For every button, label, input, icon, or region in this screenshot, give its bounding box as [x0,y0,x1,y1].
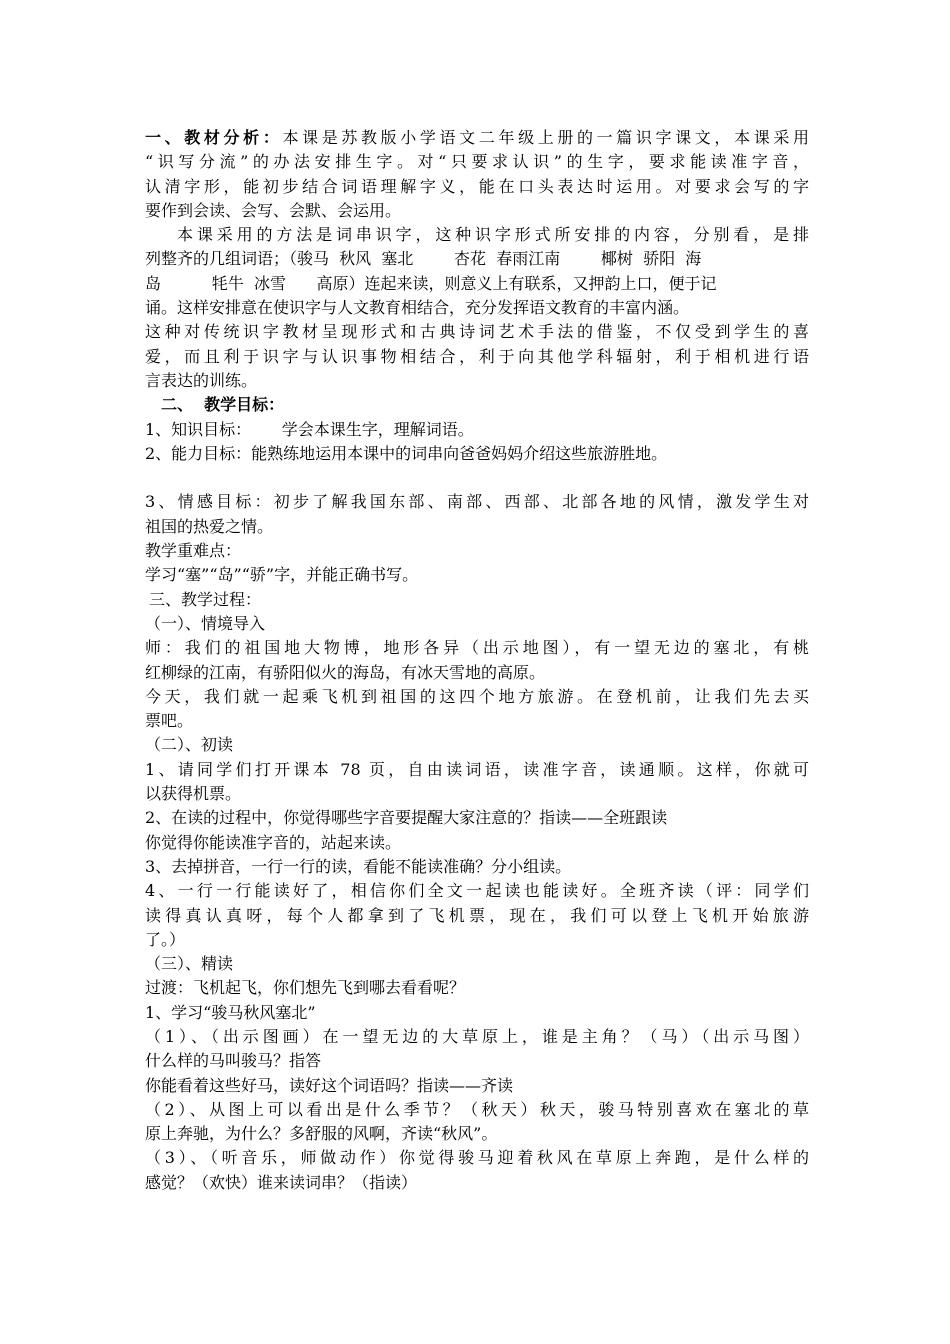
process-line-11: 3、去掉拼音，一行一行的读，看能不能读准确？分小组读。 [145,856,572,876]
process-line-19: 什么样的马叫骏马？指答 [145,1051,322,1071]
goal-emotion-1: 3、情感目标：初步了解我国东部、南部、西部、北部各地的风情，激发学生对 [145,492,809,512]
process-line-10: 你觉得你能读准字音的，站起来读。 [145,832,402,852]
process-line-22: 原上奔驰，为什么？多舒服的风啊，齐读“秋风”。 [145,1124,498,1144]
process-line-23: （3）、（听音乐，师做动作）你觉得骏马迎着秋风在草原上奔跑，是什么样的 [145,1148,809,1168]
process-line-1: （一）、情境导入 [145,613,266,633]
method-line-2: 列整齐的几组词语；（骏马 秋风 塞北 杏花 春雨江南 椰树 骄阳 海 [145,249,702,269]
analysis-line-4: 要作到会读、会写、会默、会运用。 [145,200,402,220]
method-line-5: 这种对传统识字教材呈现形式和古典诗词艺术手法的借鉴，不仅受到学生的喜 [145,322,809,342]
process-line-14: 了。） [145,929,186,949]
process-line-2: 师：我们的祖国地大物博，地形各异（出示地图），有一望无边的塞北，有桃 [145,638,809,658]
process-line-21: （2）、从图上可以看出是什么季节？（秋天）秋天，骏马特别喜欢在塞北的草 [145,1099,809,1119]
method-line-6: 爱，而且利于识字与认识事物相结合，利于向其他学科辐射，利于相机进行语 [145,346,809,366]
process-line-18: （1）、（出示图画）在一望无边的大草原上，谁是主角？（马）（出示马图） [145,1026,809,1046]
blank-line [145,466,809,490]
process-line-15: （三）、精读 [145,954,234,974]
process-line-6: （二）、初读 [145,735,234,755]
analysis-line-1 [145,126,809,150]
method-line-7: 言表达的训练。 [145,370,258,390]
analysis-line-2: “识写分流”的办法安排生字。对“只要求认识”的生字，要求能读准字音， [145,152,809,172]
key-points-text: 学习“塞”“岛”“骄”字，并能正确书写。 [145,565,419,585]
process-heading: 三、教学过程： [149,589,262,609]
analysis-line-3: 认清字形，能初步结合词语理解字义，能在口头表达时运用。对要求会写的字 [145,176,809,196]
process-line-4: 今天，我们就一起乘飞机到祖国的这四个地方旅游。在登机前，让我们先去买 [145,686,809,706]
goal-knowledge: 1、知识目标： 学会本课生字，理解词语。 [145,419,474,439]
method-line-3: 岛 牦牛 冰雪 高原）连起来读，则意义上有联系，又押韵上口，便于记 [145,273,717,293]
goal-ability: 2、能力目标：能熟练地运用本课中的词串向爸爸妈妈介绍这些旅游胜地。 [145,443,668,463]
method-line-4: 诵。这样安排意在使识字与人文教育相结合，充分发挥语文教育的丰富内涵。 [145,298,690,318]
goal-emotion-2: 祖国的热爱之情。 [145,516,274,536]
analysis-text-1: 本课是苏教版小学语文二年级上册的一篇识字课文，本课采用 [282,128,809,147]
key-points-label: 教学重难点： [145,541,242,561]
process-line-7: 1、请同学们打开课本 78 页，自由读词语，读准字音，读通顺。这样，你就可 [145,759,809,779]
process-line-5: 票吧。 [145,711,194,731]
process-line-3: 红柳绿的江南，有骄阳似火的海岛，有冰天雪地的高原。 [145,662,546,682]
process-line-20: 你能看着这些好马，读好这个词语吗？指读——齐读 [145,1075,514,1095]
process-line-16: 过渡：飞机起飞，你们想先飞到哪去看看呢？ [145,978,466,998]
process-line-17: 1、学习“骏马秋风塞北” [145,1002,316,1022]
process-line-13: 读得真认真呀，每个人都拿到了飞机票，现在，我们可以登上飞机开始旅游 [145,905,809,925]
process-line-24: 感觉？（欢快）谁来读词串？（指读） [145,1172,418,1192]
document-page [145,126,809,1195]
process-line-9: 2、在读的过程中，你觉得哪些字音要提醒大家注意的？指读——全班跟读 [145,808,668,828]
goals-heading: 二、 教学目标： [161,395,285,415]
analysis-heading: 一、教材分析： [145,128,283,147]
process-line-8: 以获得机票。 [145,784,242,804]
method-line-1: 本课采用的方法是词串识字，这种识字形式所安排的内容，分别看，是排 [177,225,809,245]
process-line-12: 4、一行一行能读好了，相信你们全文一起读也能读好。全班齐读（评：同学们 [145,881,809,901]
